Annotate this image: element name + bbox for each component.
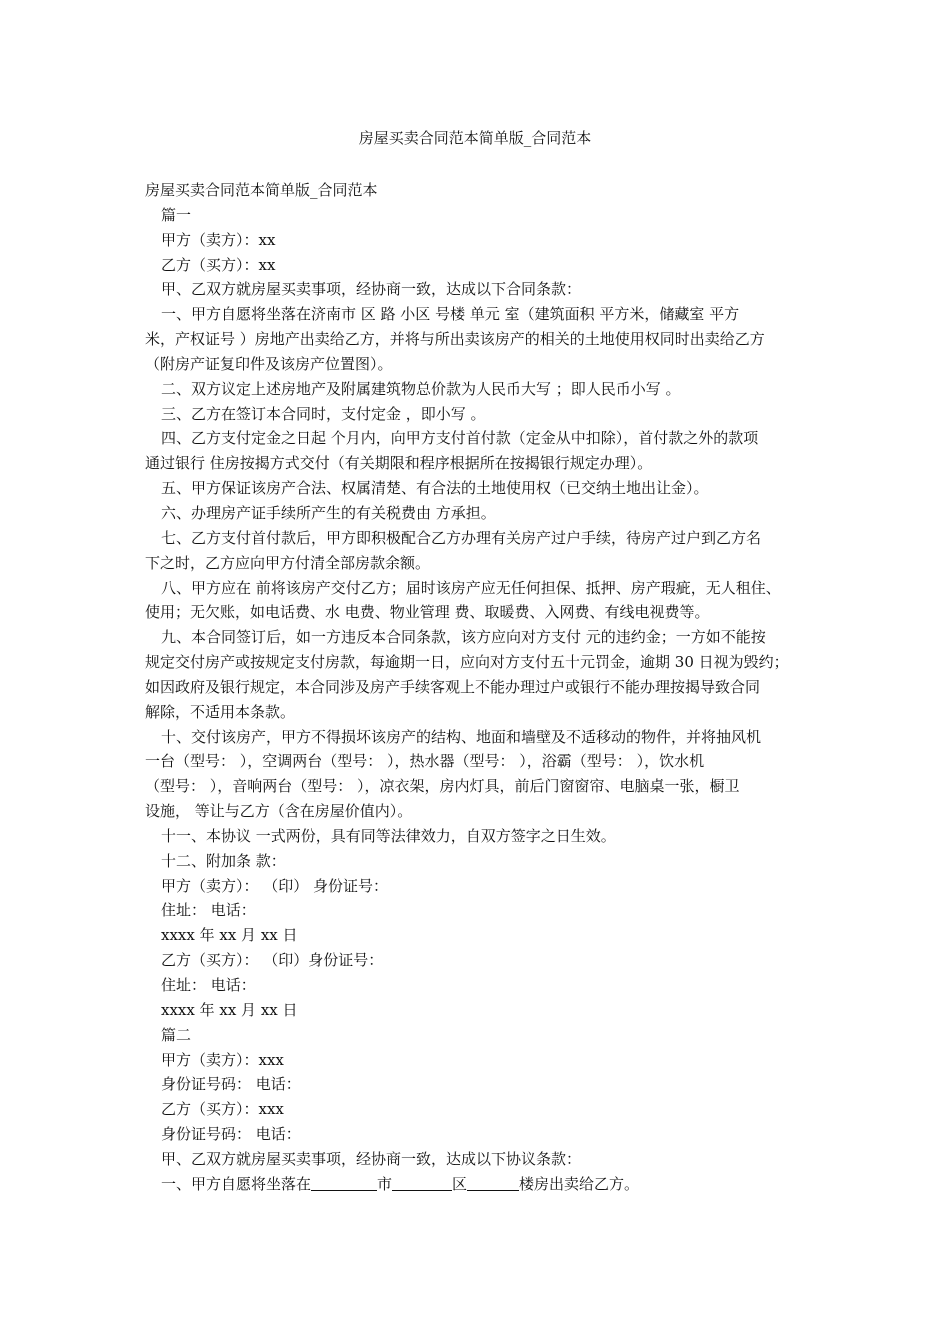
- document-body: [145, 178, 810, 1197]
- paragraph-line: 六、办理房产证手续所产生的有关税费由 方承担。: [161, 503, 496, 522]
- paragraph-line: 七、乙方支付首付款后，甲方即积极配合乙方办理有关房产过户手续，待房产过户到乙方名: [161, 528, 762, 547]
- paragraph-line: 十、交付该房产，甲方不得损坏该房产的结构、地面和墙壁及不适移动的物件，并将抽风机: [161, 727, 762, 746]
- date-line: xxxx 年 xx 月 xx 日: [161, 926, 298, 945]
- paragraph-line: 一台（型号： ），空调两台（型号： ），热水器（型号： ），浴霸（型号： ），饮水机: [145, 752, 705, 771]
- paragraph-line: 四、乙方支付定金之日起 个月内，向甲方支付首付款（定金从中扣除），首付款之外的款项: [161, 429, 759, 448]
- paragraph-line-with-blanks: [145, 1172, 810, 1197]
- party-line: 甲方（卖方）：xx: [161, 230, 276, 249]
- text-segment: 楼房出卖给乙方。: [519, 1174, 640, 1193]
- fill-blank: [311, 1175, 377, 1191]
- paragraph-line: 使用；无欠账，如电话费、水 电费、物业管理 费、取暖费、入网费、有线电视费等。: [145, 603, 710, 622]
- fill-blank: [392, 1175, 452, 1191]
- text-segment: 区: [452, 1174, 468, 1193]
- paragraph-line: 下之时，乙方应向甲方付清全部房款余额。: [145, 553, 431, 572]
- paragraph-line: 十一、本协议 一式两份，具有同等法律效力，自双方签字之日生效。: [161, 826, 616, 845]
- fill-blank: [467, 1175, 519, 1191]
- paragraph-line: 规定交付房产或按规定支付房款，每逾期一日，应向对方支付五十元罚金，逾期 30 日视为毁约；: [145, 653, 789, 672]
- paragraph-line: 甲、乙双方就房屋买卖事项，经协商一致，达成以下协议条款：: [161, 1149, 582, 1168]
- paragraph-line: 解除，不适用本条款。: [145, 702, 296, 721]
- signature-line: 乙方（买方）： （印）身份证号：: [161, 951, 384, 970]
- paragraph-line: 五、甲方保证该房产合法、权属清楚、有合法的土地使用权（已交纳土地出让金）。: [161, 479, 709, 498]
- document-title: 房屋买卖合同范本简单版_合同范本: [358, 129, 592, 147]
- paragraph-line: 通过银行 住房按揭方式交付（有关期限和程序根据所在按揭银行规定办理）。: [145, 454, 653, 473]
- paragraph-line: （附房产证复印件及该房产位置图）。: [145, 354, 393, 373]
- paragraph-line: 八、甲方应在 前将该房产交付乙方；届时该房产应无任何担保、抵押、房产瑕疵，无人租住、: [161, 578, 781, 597]
- text-segment: 市: [377, 1174, 393, 1193]
- party-line: 身份证号码： 电话：: [161, 1125, 301, 1144]
- section-label: 篇一: [161, 205, 192, 224]
- section-label: 篇二: [161, 1025, 192, 1044]
- paragraph-line: 米，产权证号 ）房地产出卖给乙方，并将与所出卖该房产的相关的土地使用权同时出卖给乙方: [145, 330, 765, 349]
- party-line: 身份证号码： 电话：: [161, 1075, 301, 1094]
- paragraph-line: 一、甲方自愿将坐落在济南市 区 路 小区 号楼 单元 室（建筑面积 平方米，储藏室 平方: [161, 305, 740, 324]
- paragraph-line: 二、双方议定上述房地产及附属建筑物总价款为人民币大写 ；即人民币小写 。: [161, 379, 681, 398]
- signature-line: 住址： 电话：: [161, 901, 256, 920]
- signature-line: 住址： 电话：: [161, 976, 256, 994]
- paragraph-line: 十二、附加条 款：: [161, 851, 286, 870]
- paragraph-line: 三、乙方在签订本合同时，支付定金 ，即小写 。: [161, 404, 486, 423]
- text-segment: 一、甲方自愿将坐落在: [161, 1174, 312, 1193]
- body-heading: 房屋买卖合同范本简单版_合同范本: [145, 181, 378, 199]
- party-line: 甲方（卖方）：xxx: [161, 1050, 284, 1069]
- paragraph-line: 设施， 等让与乙方（含在房屋价值内）。: [145, 802, 413, 821]
- paragraph-line: 九、本合同签订后，如一方违反本合同条款，该方应向对方支付 元的违约金；一方如不能按: [161, 628, 766, 647]
- party-line: 乙方（买方）：xxx: [161, 1100, 284, 1119]
- date-line: xxxx 年 xx 月 xx 日: [161, 1000, 298, 1019]
- paragraph-line: （型号： ），音响两台（型号： ），凉衣架，房内灯具，前后门窗窗帘、电脑桌一张，橱卫: [145, 777, 740, 796]
- paragraph-line: 如因政府及银行规定，本合同涉及房产手续客观上不能办理过户或银行不能办理按揭导致合同: [145, 677, 761, 696]
- paragraph-line: 甲、乙双方就房屋买卖事项，经协商一致，达成以下合同条款：: [161, 280, 582, 299]
- party-line: 乙方（买方）：xx: [161, 255, 276, 274]
- signature-line: 甲方（卖方）： （印） 身份证号：: [161, 876, 389, 895]
